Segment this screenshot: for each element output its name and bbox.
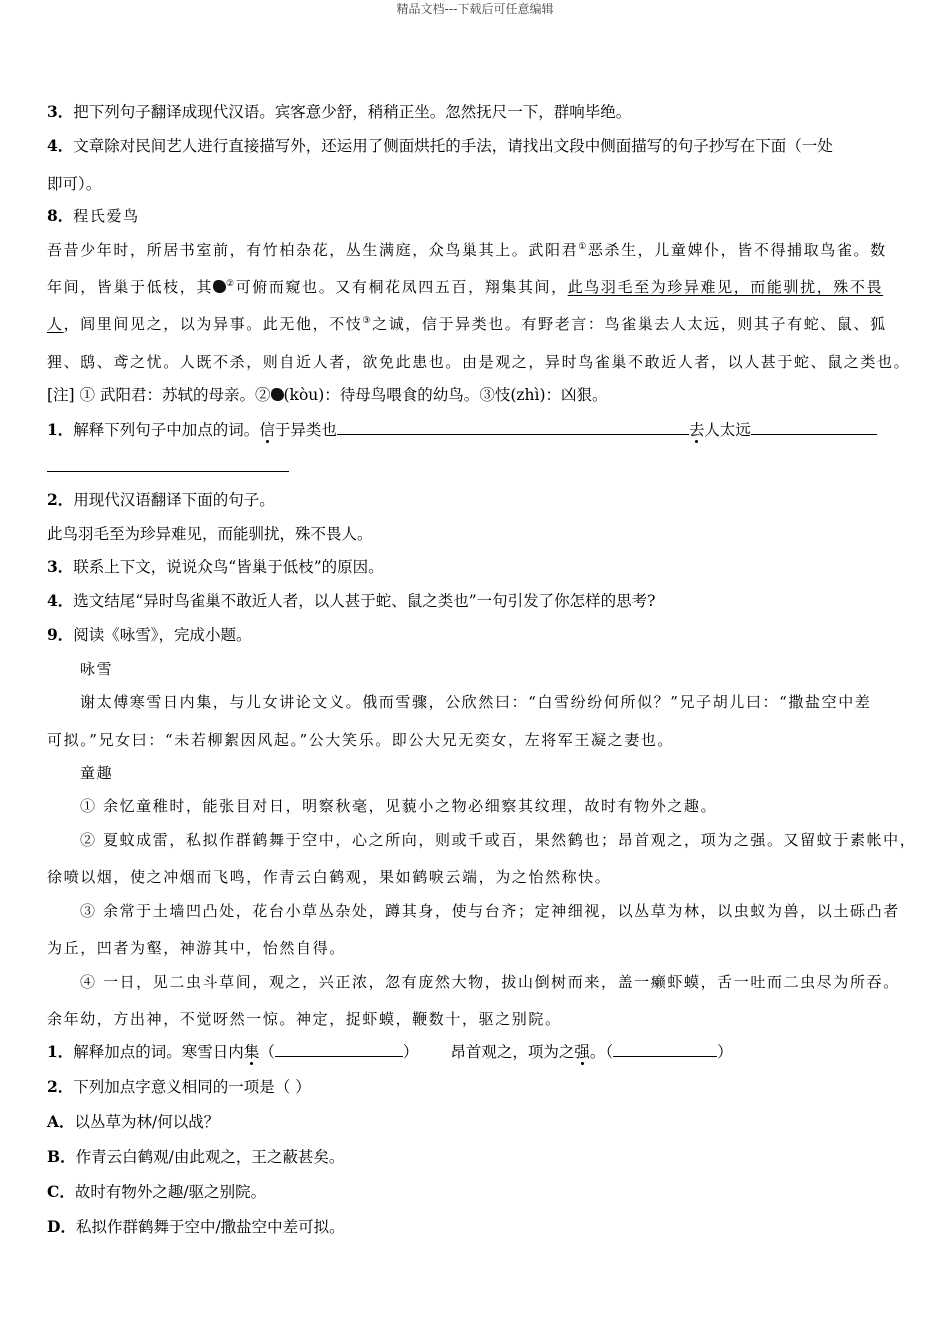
passage8-line3: 人，闾里间见之，以为异事。此无他，不忮③之诚，信于异类也。有野老言：鸟雀巢去人太远，则其子有蛇、鼠、狐: [47, 315, 887, 333]
yongxue-line2: 可拟。”兄女曰：“未若柳絮因风起。”公大笑乐。即公大兄无奕女，左将军王凝之妻也。: [47, 731, 675, 749]
q8-1-cont: [47, 456, 289, 478]
ink-blot: [213, 280, 226, 293]
tongqu-para3-line1: ③ 余常于土墙凹凸处，花台小草丛杂处，蹲其身，使与台齐；定神细视，以丛草为林，以虫蚁为兽，以土砾凸者: [80, 902, 900, 920]
answer-blank[interactable]: [613, 1041, 717, 1057]
option-b[interactable]: B．作青云白鹤观/由此观之，王之蔽甚矣。: [47, 1147, 345, 1166]
tongqu-para2-line1: ② 夏蚊成雷，私拟作群鹤舞于空中，心之所向，则或千或百，果然鹤也；昂首观之，项为之强。又留蚊于素帐中，: [80, 831, 917, 849]
passage8-line2: 年间，皆巢于低枝，其 ②可俯而窥也。又有桐花凤四五百，翔集其间，此鸟羽毛至为珍异难见，而能驯扰，殊不畏: [47, 278, 884, 296]
answer-blank[interactable]: [275, 1041, 403, 1057]
tongqu-para3-line2: 为丘，凹者为壑，神游其中，怡然自得。: [47, 939, 346, 957]
passage8-line4: 狸、鸱、鸢之忧。人既不杀，则自近人者，欲免此患也。由是观之，异时鸟雀巢不敢近人者，以人甚于蛇、鼠之类也。: [47, 353, 911, 371]
answer-blank[interactable]: [751, 419, 877, 435]
option-a[interactable]: A．以丛草为林/何以战？: [47, 1112, 220, 1131]
q9-2: 2．下列加点字意义相同的一项是（ ）: [47, 1077, 311, 1096]
tongqu-para4-line1: ④ 一日，见二虫斗草间，观之，兴正浓，忽有庞然大物，拔山倒树而来，盖一癞虾蟆，舌一吐而二虫尽为所吞。: [80, 973, 900, 991]
q8-1: 1．解释下列句子中加点的词。信于异类也 去人太远: [47, 419, 877, 441]
q7-4-cont: 即可）。: [47, 175, 102, 193]
tongqu-para4-line2: 余年幼，方出神，不觉呀然一惊。神定，捉虾蟆，鞭数十，驱之别院。: [47, 1010, 562, 1028]
passage8-line1: 吾昔少年时，所居书室前，有竹柏杂花，丛生满庭，众鸟巢其上。武阳君①恶杀生，儿童婢仆，皆不得捕取鸟雀。数: [47, 241, 887, 259]
yongxue-line1: 谢太傅寒雪日内集，与儿女讲论文义。俄而雪骤，公欣然曰：“白雪纷纷何所似？”兄子胡儿曰：“撒盐空中差: [80, 693, 872, 711]
answer-blank[interactable]: [47, 456, 289, 472]
q7-4: 4．文章除对民间艺人进行直接描写外，还运用了侧面烘托的手法，请找出文段中侧面描写的句子抄写在下面（一处: [47, 136, 833, 155]
section8-title: 8．程氏爱鸟: [47, 206, 140, 225]
poem-title-tongqu: 童趣: [80, 764, 114, 782]
q8-4: 4．选文结尾“异时鸟雀巢不敢近人者，以人甚于蛇、鼠之类也”一句引发了你怎样的思考?: [47, 591, 656, 610]
q9-1: 1．解释加点的词。寒雪日内集（ ） 昂首观之，项为之强。（ ）: [47, 1042, 733, 1061]
q8-3: 3．联系上下文，说说众鸟“皆巢于低枝”的原因。: [47, 557, 384, 576]
page-header: 精品文档---下载后可任意编辑: [396, 2, 554, 16]
option-d[interactable]: D．私拟作群鹤舞于空中/撒盐空中差可拟。: [47, 1217, 345, 1236]
tongqu-para1: ① 余忆童稚时，能张目对日，明察秋毫，见藐小之物必细察其纹理，故时有物外之趣。: [80, 797, 718, 815]
section9-intro: 9．阅读《咏雪》，完成小题。: [47, 625, 252, 644]
answer-blank[interactable]: [337, 419, 689, 435]
q7-3: 3．把下列句子翻译成现代汉语。宾客意少舒，稍稍正坐。忽然抚尺一下，群响毕绝。: [47, 102, 632, 121]
poem-title-yongxue: 咏雪: [80, 660, 114, 678]
option-c[interactable]: C．故时有物外之趣/驱之别院。: [47, 1182, 267, 1201]
ink-blot: [271, 388, 284, 401]
q8-2-sentence: 此鸟羽毛至为珍异难见，而能驯扰，殊不畏人。: [47, 525, 373, 543]
q8-2: 2．用现代汉语翻译下面的句子。: [47, 490, 275, 509]
tongqu-para2-line2: 徐喷以烟，使之冲烟而飞鸣，作青云白鹤观，果如鹤唳云端，为之怡然称快。: [47, 868, 612, 886]
passage8-notes: [注] ① 武阳君：苏轼的母亲。② (kòu)：待母鸟喂食的幼鸟。③忮(zhì)：凶狠。: [47, 386, 608, 404]
